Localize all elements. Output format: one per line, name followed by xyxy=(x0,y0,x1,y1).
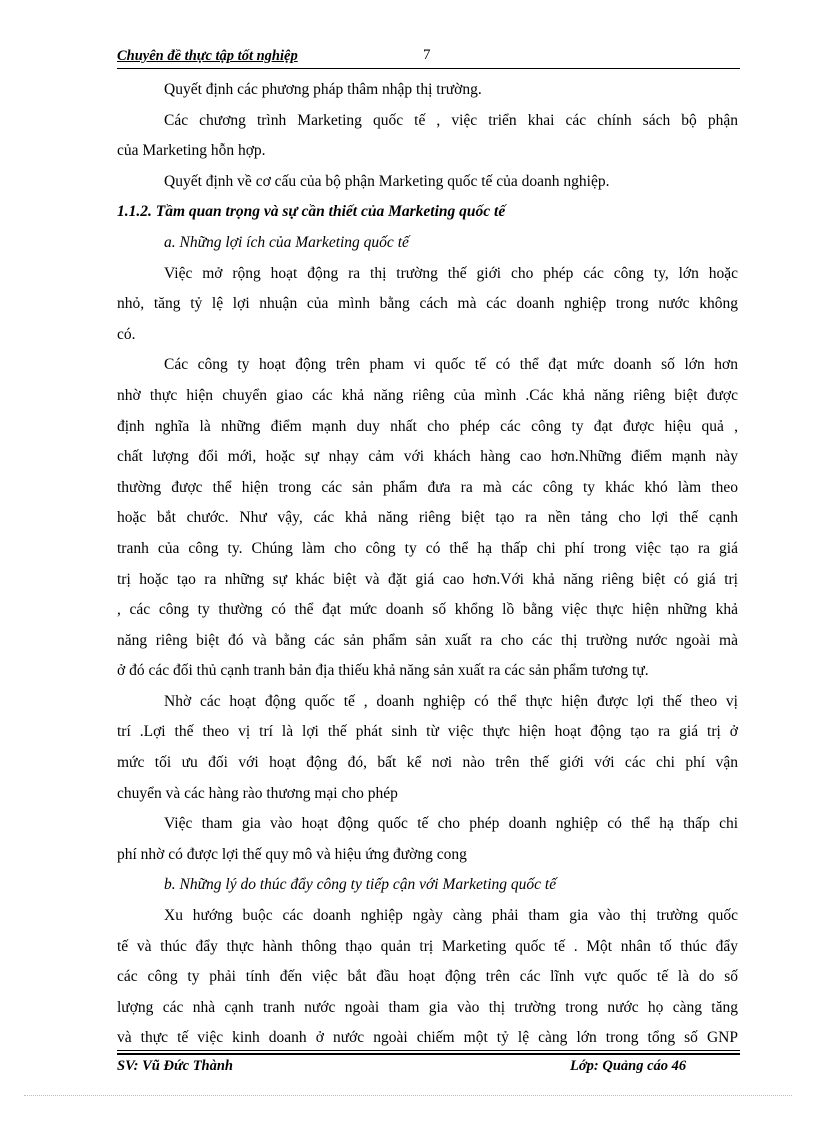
text-line: nhờ thực hiện chuyển giao các khả năng riêng của mình .Các khả năng riêng biệt được xyxy=(117,386,738,404)
text-line: mức tối ưu đối với hoạt động đó, bất kể nơi nào trên thế giới với các chi phí vận xyxy=(117,754,738,772)
subsection-heading: a. Những lợi ích của Marketing quốc tế xyxy=(164,233,409,251)
document-body xyxy=(117,75,738,1054)
page-number: 7 xyxy=(423,47,431,63)
text-line: trí .Lợi thế theo vị trí là lợi thế phát sinh từ việc thực hiện hoạt động tạo ra giá trị ở xyxy=(117,723,738,741)
header-title: Chuyên đề thực tập tốt nghiệp xyxy=(117,48,298,64)
text-line: nhỏ, tăng tỷ lệ lợi nhuận của mình bằng cách mà các doanh nghiệp trong nước không xyxy=(117,295,738,313)
text-line: Quyết định các phương pháp thâm nhập thị trường. xyxy=(164,81,482,98)
text-line: Xu hướng buộc các doanh nghiệp ngày càng phải tham gia vào thị trường quốc xyxy=(164,907,738,925)
text-line: có. xyxy=(117,325,136,343)
text-line: Việc mở rộng hoạt động ra thị trường thế giới cho phép các công ty, lớn hoặc xyxy=(164,264,738,282)
paragraph xyxy=(117,901,738,1054)
subsection-heading: b. Những lý do thúc đẩy công ty tiếp cận với Marketing quốc tế xyxy=(164,876,557,894)
text-line: Các chương trình Marketing quốc tế , việc triển khai các chính sách bộ phận xyxy=(164,111,738,129)
text-line: lượng các nhà cạnh tranh nước ngoài tham gia vào thị trường trong nước họ càng tăng xyxy=(117,998,738,1016)
text-line: thường được thể hiện trong các sản phẩm đưa ra mà các công ty khác khó làm theo xyxy=(117,478,738,496)
footer-rule xyxy=(117,1050,740,1055)
text-line: Các công ty hoạt động trên pham vi quốc tế có thể đạt mức doanh số lớn hơn xyxy=(164,356,738,374)
text-line: ở đó các đối thủ cạnh tranh bản địa thiếu khả năng sản xuất ra các sản phẩm tương tự. xyxy=(117,662,649,680)
text-line: , các công ty thường có thể đạt mức doanh số khổng lồ bằng việc thực hiện những khả xyxy=(117,601,738,619)
text-line: trị hoặc tạo ra những sự khác biệt và đặt giá cao hơn.Với khả năng riêng biệt có giá trị xyxy=(117,570,738,588)
footer-rule-thick xyxy=(117,1053,740,1055)
paragraph xyxy=(117,259,738,351)
text-line: chuyển và các hàng rào thương mại cho phép xyxy=(117,784,398,802)
text-line: tế và thúc đẩy thực hành thông thạo quản trị Marketing quốc tế . Một nhân tố thúc đẩy xyxy=(117,937,738,955)
footer-student: SV: Vũ Đức Thành xyxy=(117,1058,233,1074)
section-heading: 1.1.2. Tầm quan trọng và sự cần thiết của Marketing quốc tế xyxy=(117,203,506,221)
paragraph xyxy=(117,350,738,687)
text-line: Việc tham gia vào hoạt động quốc tế cho phép doanh nghiệp có thể hạ thấp chi xyxy=(164,815,738,833)
text-line: năng riêng biệt đó và bằng các sản phẩm sản xuất ra cho các thị trường nước ngoài mà xyxy=(117,631,738,649)
text-line: Nhờ các hoạt động quốc tế , doanh nghiệp có thể thực hiện được lợi thế theo vị xyxy=(164,692,738,710)
page-boundary-dotted-line xyxy=(24,1095,792,1096)
footer-rule-thin xyxy=(117,1050,740,1051)
text-line: và thực tế việc kinh doanh ở nước ngoài chiếm một tỷ lệ càng lớn trong tổng số GNP xyxy=(117,1029,738,1047)
text-line: chất lượng đổi mới, hoặc sự nhạy cảm với khách hàng cao hơn.Những điểm mạnh này xyxy=(117,448,738,466)
footer-class: Lớp: Quảng cáo 46 xyxy=(570,1058,687,1074)
paragraph xyxy=(117,809,738,870)
text-line: Quyết định về cơ cấu của bộ phận Marketing quốc tế của doanh nghiệp. xyxy=(164,172,610,190)
paragraph xyxy=(117,75,738,106)
paragraph xyxy=(117,167,738,198)
text-line: định nghĩa là những điểm mạnh duy nhất cho phép các công ty đạt được hiệu quả , xyxy=(117,417,738,435)
text-line: các công ty phải tính đến việc bắt đầu hoạt động trên các lĩnh vực quốc tế là do số xyxy=(117,968,738,986)
header-rule xyxy=(117,68,740,69)
text-line: tranh của công ty. Chúng làm cho công ty có thể hạ thấp chi phí trong việc tạo ra giá xyxy=(117,539,738,557)
page-header xyxy=(117,48,740,68)
paragraph xyxy=(117,106,738,167)
text-line: của Marketing hỗn hợp. xyxy=(117,142,266,160)
paragraph xyxy=(117,687,738,809)
text-line: hoặc bắt chước. Như vậy, các khả năng riêng biệt tạo ra nền tảng cho lợi thế cạnh xyxy=(117,509,738,527)
text-line: phí nhờ có được lợi thế quy mô và hiệu ứng đường cong xyxy=(117,845,467,863)
